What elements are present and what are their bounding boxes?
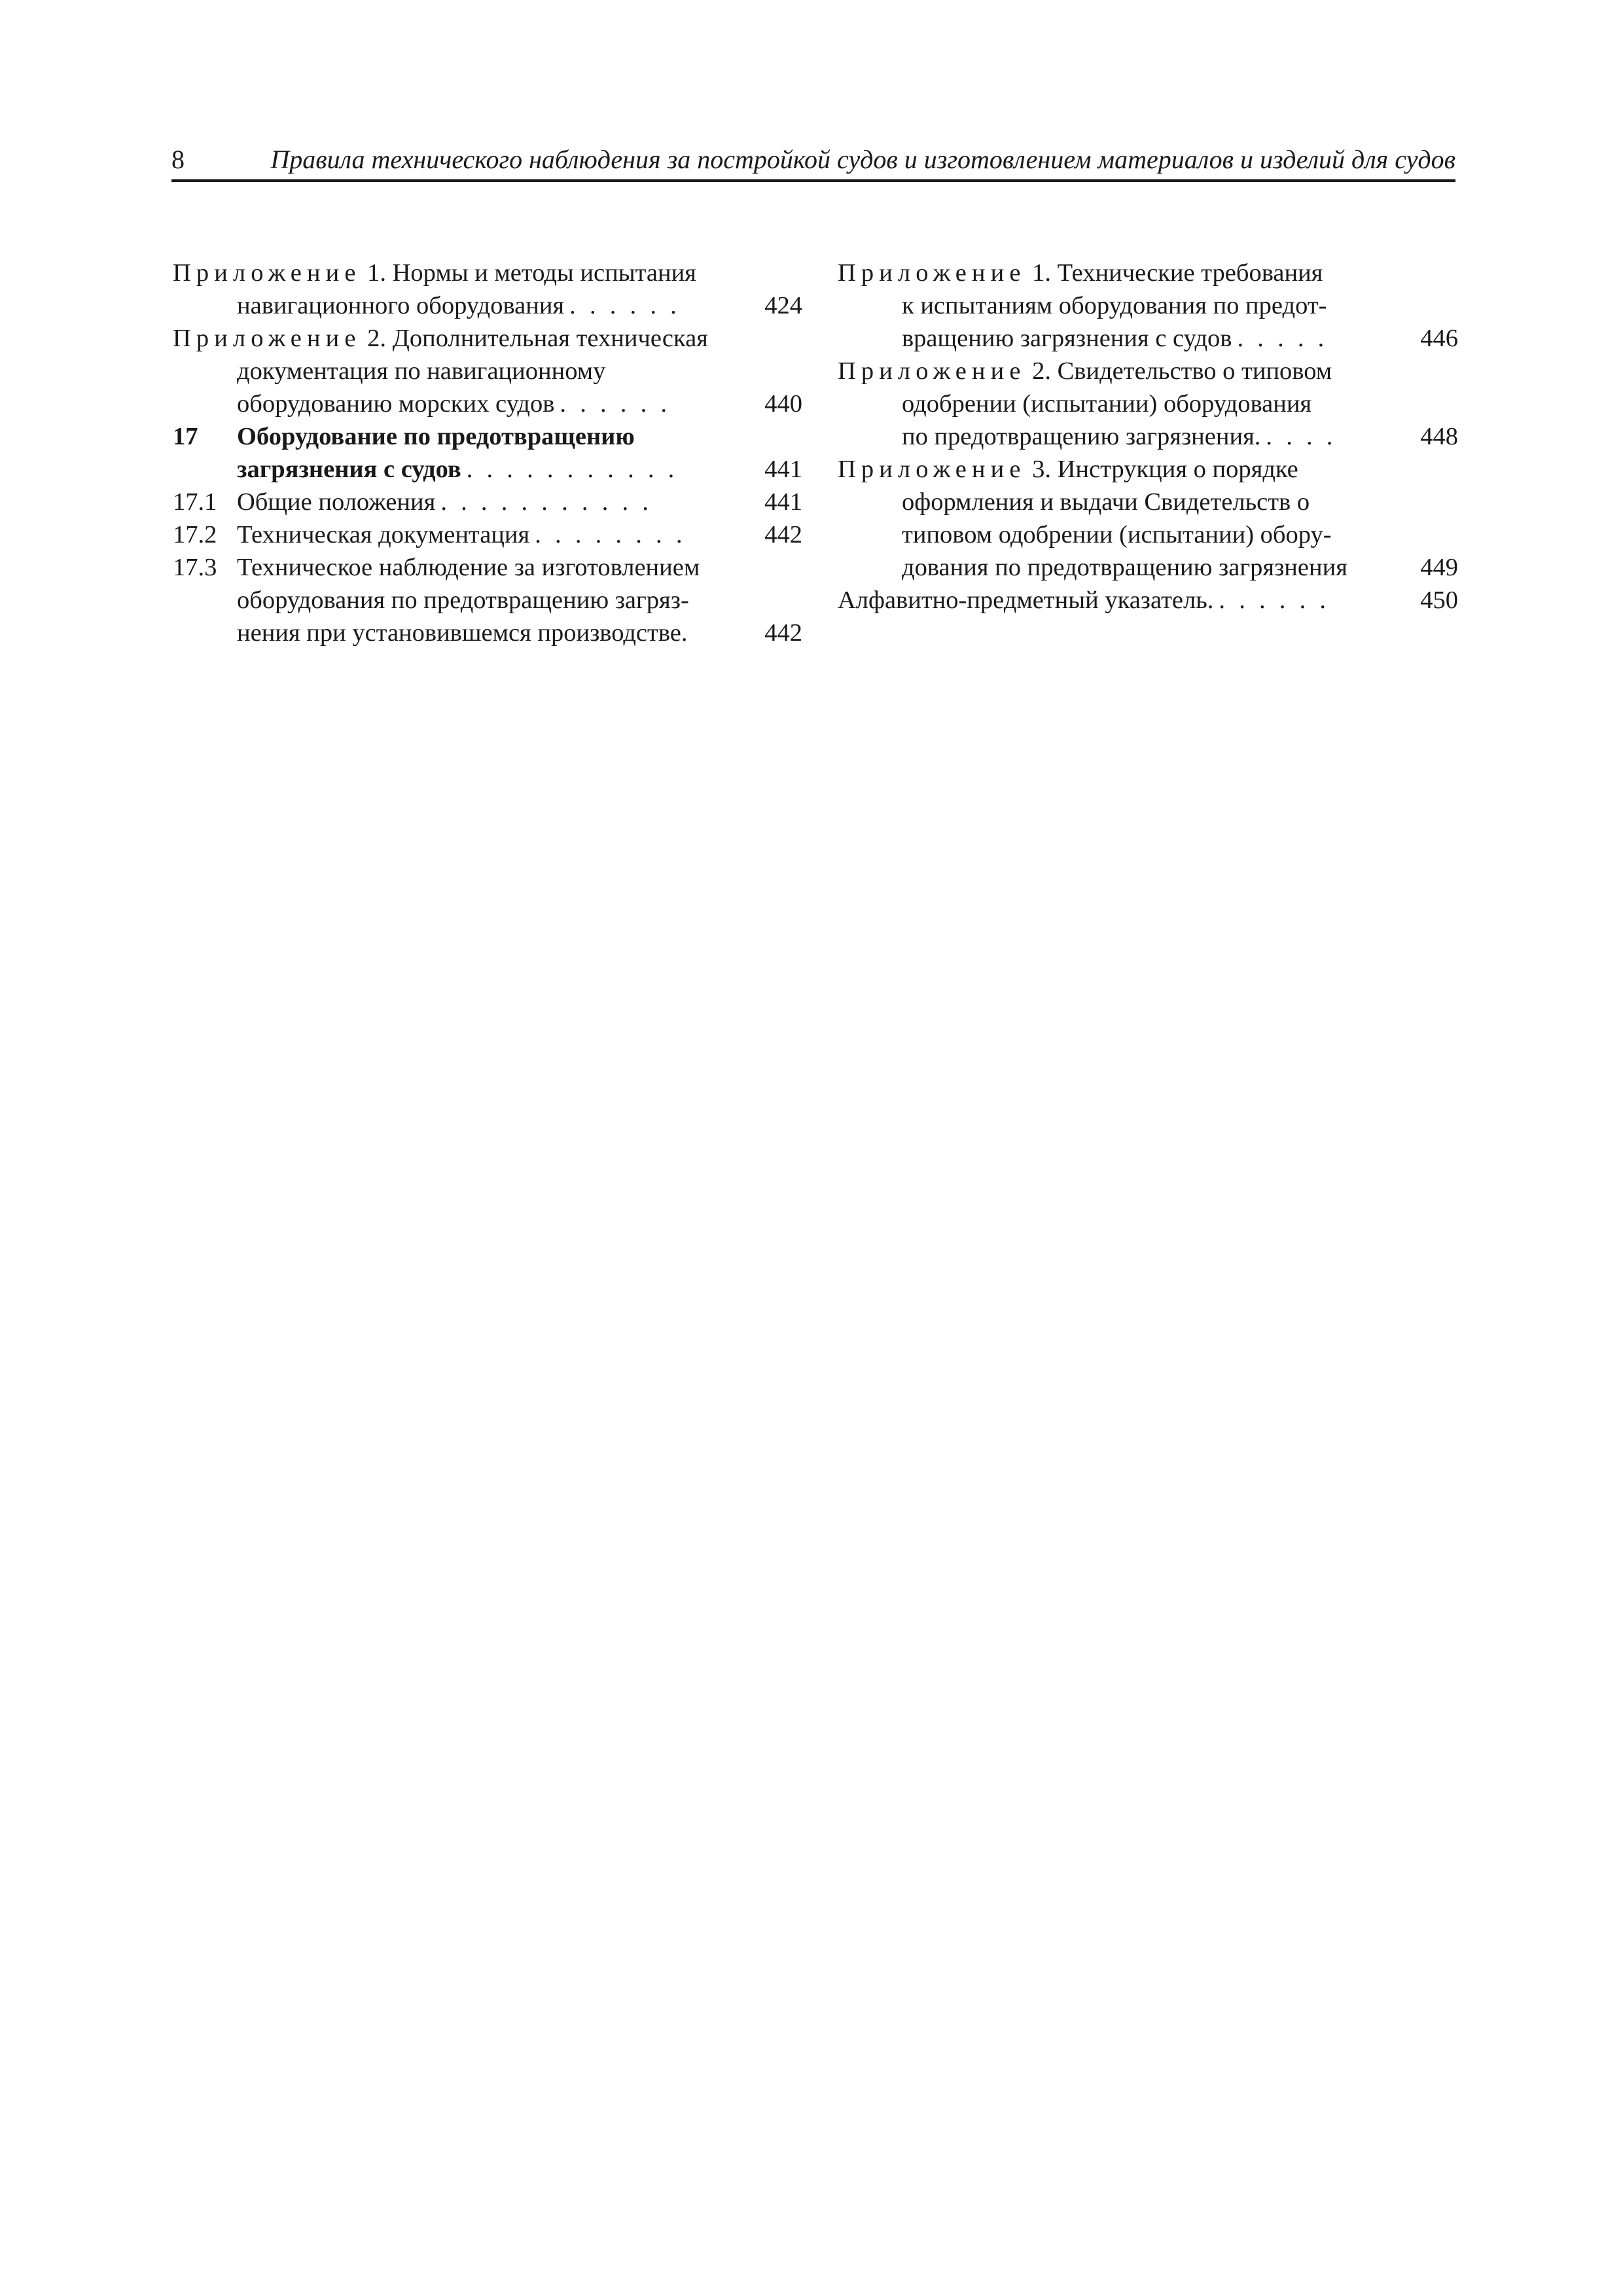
page-header (171, 143, 1455, 182)
appendix-number: 1. (367, 259, 386, 287)
entry-title-line: к испытаниям оборудования по предот- (902, 292, 1327, 319)
entry-title-line: документация по навигационному (237, 357, 606, 385)
entry-title-line: нения при установившемся производстве. (237, 619, 688, 647)
entry-title-line: Техническое наблюдение за изготовлением (237, 554, 700, 581)
toc-entry-section-17-1[interactable] (173, 486, 802, 518)
appendix-number: 2. (367, 325, 386, 352)
entry-title-line: Алфавитно-предметный указатель. (838, 586, 1214, 614)
entry-title-line: Общие положения (237, 488, 436, 516)
appendix-word: Приложение (173, 325, 361, 352)
dot-leader: ..... (1237, 325, 1338, 352)
appendix-number: 1. (1032, 259, 1051, 287)
toc-entry-alphabetical-index[interactable] (838, 584, 1458, 617)
appendix-word: Приложение (838, 456, 1026, 483)
entry-title-line: оборудования по предотвращению загряз- (237, 586, 689, 614)
entry-title-line: навигационного оборудования (237, 292, 565, 319)
page-ref: 448 (1420, 423, 1458, 450)
entry-title-line: одобрении (испытании) оборудования (902, 390, 1312, 418)
dot-leader: ...... (569, 292, 690, 319)
toc-entry-appendix-2-certificate[interactable] (838, 355, 1458, 453)
entry-title-line: Технические требования (1057, 259, 1323, 287)
entry-title-line: оформления и выдачи Свидетельств о (902, 488, 1310, 516)
page-ref: 441 (764, 456, 802, 483)
toc-entry-appendix-2-nav[interactable] (173, 322, 802, 420)
toc-entry-section-17-3[interactable] (173, 551, 802, 649)
entry-title-line: Свидетельство о типовом (1057, 357, 1332, 385)
toc-entry-section-17-2[interactable] (173, 518, 802, 551)
entry-title-line: типовом одобрении (испытании) обору- (902, 521, 1332, 548)
page-ref: 442 (764, 521, 802, 548)
entry-title-line: по предотвращению загрязнения. (902, 423, 1261, 450)
entry-title-line: дования по предотвращению загрязнения (902, 554, 1347, 581)
page-ref: 449 (1420, 554, 1458, 581)
section-number: 17.3 (173, 554, 217, 581)
section-number: 17.2 (173, 521, 217, 548)
toc-entry-appendix-3-instruction[interactable] (838, 453, 1458, 584)
entry-title-line: Нормы и методы испытания (392, 259, 696, 287)
section-number: 17 (173, 423, 198, 450)
page-ref: 446 (1420, 325, 1458, 352)
appendix-word: Приложение (838, 259, 1026, 287)
entry-title-line: Инструкция о порядке (1057, 456, 1298, 483)
entry-title-line: загрязнения с судов (237, 456, 461, 483)
appendix-word: Приложение (838, 357, 1026, 385)
appendix-number: 3. (1032, 456, 1051, 483)
page-ref: 442 (764, 619, 802, 647)
running-title: Правила технического наблюдения за постройкой судов и изготовлением материалов и изделий для судов (270, 145, 1455, 174)
appendix-word: Приложение (173, 259, 361, 287)
toc-entry-appendix-1-pollution[interactable] (838, 257, 1458, 355)
page-ref: 440 (764, 390, 802, 418)
entry-title-line: Техническая документация (237, 521, 530, 548)
dot-leader: .... (1266, 423, 1347, 450)
section-number: 17.1 (173, 488, 217, 516)
dot-leader: ........... (440, 488, 663, 516)
dot-leader: ........... (466, 456, 688, 483)
toc-right-column (838, 257, 1458, 617)
toc-left-column (173, 257, 802, 649)
entry-title-line: вращению загрязнения с судов (902, 325, 1232, 352)
entry-title-line: оборудованию морских судов (237, 390, 555, 418)
page-number: 8 (171, 145, 185, 174)
toc-entry-section-17[interactable] (173, 420, 802, 486)
dot-leader: ........ (535, 521, 696, 548)
page-ref: 450 (1420, 586, 1458, 614)
entry-title-line: Оборудование по предотвращению (237, 423, 635, 450)
toc-entry-appendix-1-nav[interactable] (173, 257, 802, 322)
page-ref: 424 (764, 292, 802, 319)
appendix-number: 2. (1032, 357, 1051, 385)
entry-title-line: Дополнительная техническая (392, 325, 708, 352)
dot-leader: ...... (1219, 586, 1340, 614)
dot-leader: ...... (560, 390, 681, 418)
page-ref: 441 (764, 488, 802, 516)
